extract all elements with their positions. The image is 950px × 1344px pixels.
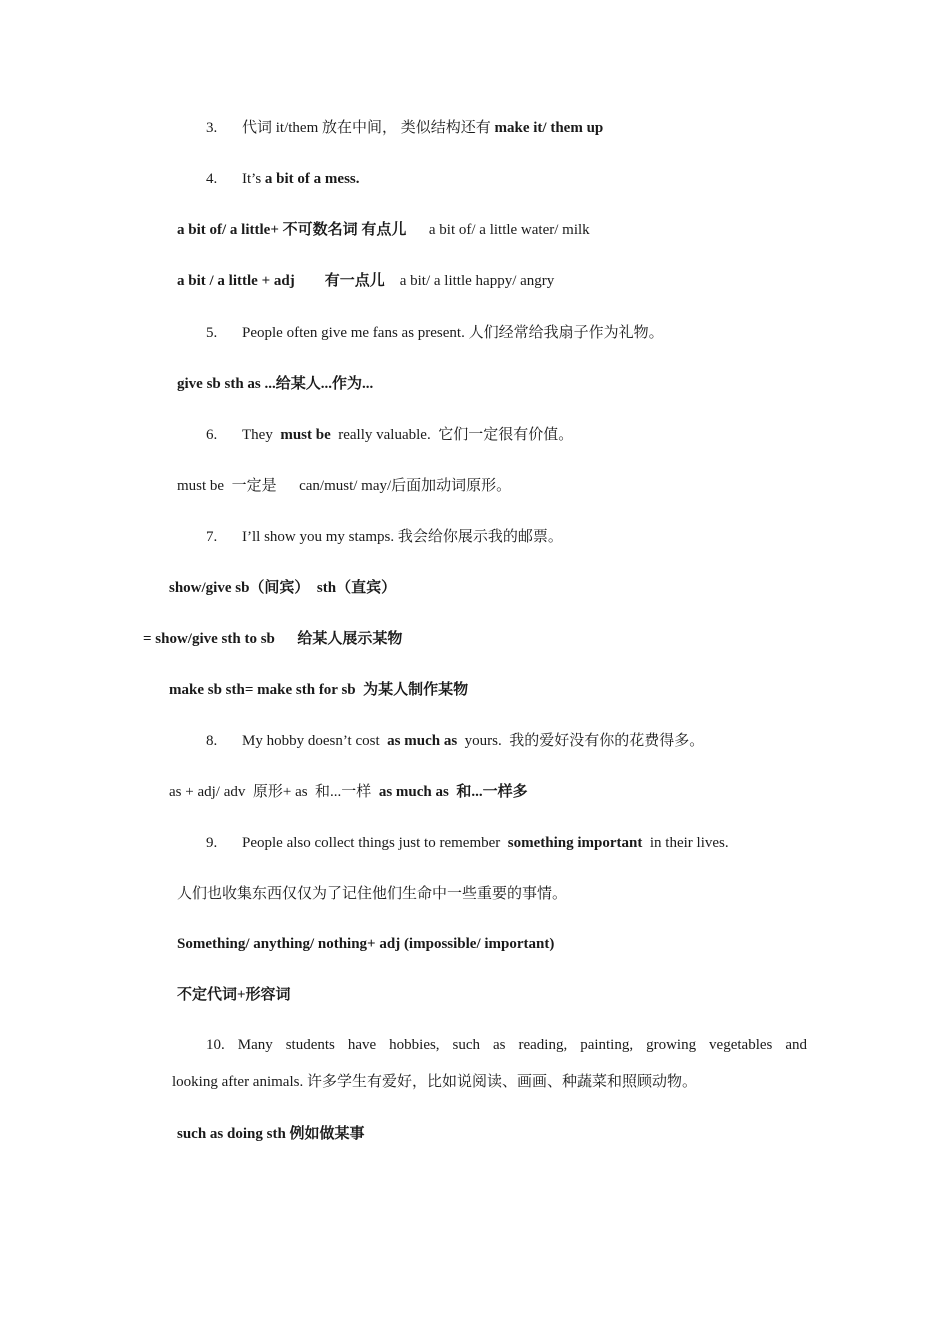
text: 人们也收集东西仅仅为了记住他们生命中一些重要的事情。: [177, 886, 568, 902]
text: They: [242, 427, 281, 443]
note-as-adj-as: [169, 782, 528, 802]
text: It’s: [242, 171, 265, 187]
item-number: 3.: [206, 120, 218, 136]
text: a bit of/ a little water/ milk: [406, 222, 590, 238]
note-show-give-sth-to-sb: [143, 629, 402, 649]
note-make-sb-sth: [169, 680, 468, 700]
bold-phrase: = show/give sth to sb 给某人展示某物: [143, 631, 403, 647]
bold-phrase: something important: [507, 835, 643, 851]
text: I’ll show you my stamps. 我会给你展示我的邮票。: [242, 529, 563, 545]
text: a bit/ a little happy/ angry: [384, 273, 555, 289]
bold-phrase: a bit of/ a little+ 不可数名词 有点儿: [177, 222, 407, 238]
item-3: [206, 118, 603, 138]
note-such-as-doing: [177, 1124, 365, 1144]
bold-phrase: must be: [280, 427, 331, 443]
bold-phrase: give sb sth as ...给某人...作为...: [177, 376, 374, 392]
note-a-bit-of: [177, 220, 590, 240]
text: yours. 我的爱好没有你的花费得多。: [457, 733, 705, 749]
note-show-give-sb-sth: [169, 578, 396, 598]
item-8: [206, 731, 704, 751]
text: in their lives.: [642, 835, 729, 851]
note-give-sb-sth-as: [177, 374, 373, 394]
bold-phrase: Something/ anything/ nothing+ adj (impossible/ important): [177, 936, 555, 952]
bold-phrase: a bit / a little + adj 有一点儿: [177, 273, 385, 289]
text: must be 一定是 can/must/ may/后面加动词原形。: [177, 478, 512, 494]
item-10-continued: [172, 1072, 697, 1092]
text: as + adj/ adv 原形+ as 和...一样: [169, 784, 379, 800]
bold-phrase: such as doing sth 例如做某事: [177, 1126, 365, 1142]
item-number: 9.: [206, 835, 218, 851]
bold-phrase: make it/ them up: [494, 120, 604, 136]
item-4: [206, 169, 360, 189]
item-number: 7.: [206, 529, 218, 545]
item-number: 5.: [206, 325, 218, 341]
item-5: [206, 323, 664, 343]
note-indefinite-pronoun-adj: [177, 934, 554, 954]
bold-phrase: a bit of a mess.: [264, 171, 360, 187]
bold-phrase: make sb sth= make sth for sb 为某人制作某物: [169, 682, 469, 698]
text: People also collect things just to remember: [242, 835, 508, 851]
text: People often give me fans as present. 人们经常给我扇子作为礼物。: [242, 325, 664, 341]
bold-phrase: as much as 和...一样多: [378, 784, 528, 800]
item-number: 6.: [206, 427, 218, 443]
bold-phrase: as much as: [387, 733, 458, 749]
note-must-be: [177, 476, 511, 496]
item-number: 8.: [206, 733, 218, 749]
text: really valuable. 它们一定很有价值。: [330, 427, 574, 443]
bold-phrase: 不定代词+形容词: [177, 987, 291, 1003]
text: My hobby doesn’t cost: [242, 733, 388, 749]
item-10: [206, 1035, 807, 1055]
text: 代词 it/them 放在中间， 类似结构还有: [242, 120, 495, 136]
bold-phrase: show/give sb（间宾） sth（直宾）: [169, 580, 397, 596]
note-a-bit-adj: [177, 271, 554, 291]
note-indefinite-pronoun-cn: [177, 985, 291, 1005]
text: Many students have hobbies, such as reading, painting, growing vegetables and: [237, 1037, 807, 1053]
item-6: [206, 425, 573, 445]
item-9-translation: [177, 884, 567, 904]
text: looking after animals. 许多学生有爱好，比如说阅读、画画、种蔬菜和照顾动物。: [172, 1074, 697, 1090]
item-number: 4.: [206, 171, 218, 187]
item-number: 10.: [206, 1037, 225, 1053]
item-9: [206, 833, 729, 853]
item-7: [206, 527, 563, 547]
